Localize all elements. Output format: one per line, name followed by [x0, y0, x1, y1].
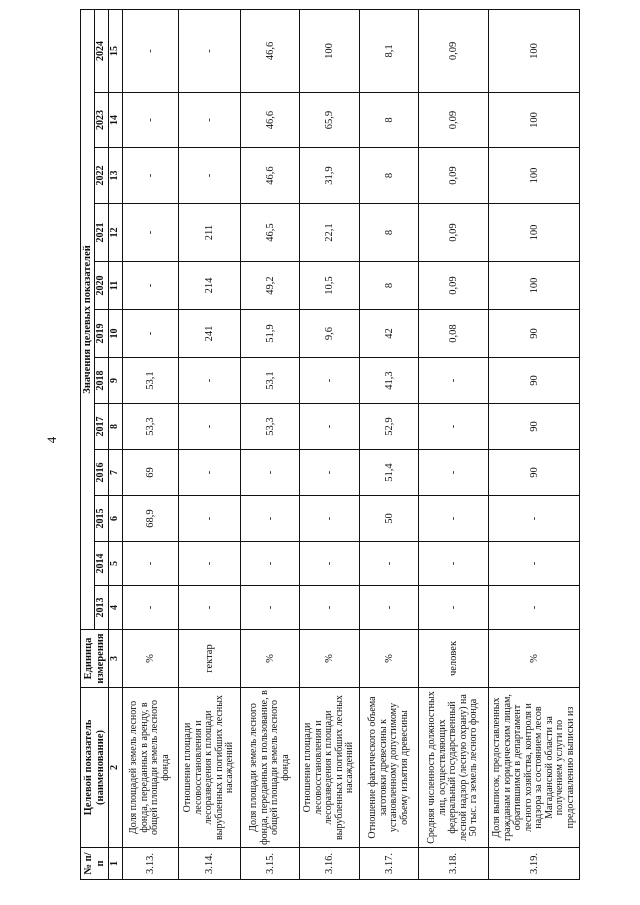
index-row: [109, 9, 123, 879]
value-cell: 90: [489, 450, 580, 496]
indicator-name: Отношение площади лесовосстановления и лесоразведения к площади вырубленных и погибших лесных насаждений: [299, 688, 359, 848]
table-row: [360, 9, 418, 879]
value-cell: 46,5: [241, 204, 299, 262]
unit-cell: %: [122, 630, 178, 688]
value-cell: -: [418, 542, 489, 586]
value-cell: 46,6: [241, 93, 299, 148]
value-cell: 8,1: [360, 9, 418, 92]
header-number: № п/п: [81, 848, 109, 880]
value-cell: 8: [360, 148, 418, 204]
value-cell: -: [178, 542, 240, 586]
value-cell: -: [241, 450, 299, 496]
value-cell: 100: [489, 148, 580, 204]
value-cell: 46,6: [241, 9, 299, 92]
table-body: [122, 9, 579, 879]
column-index-cell: 15: [109, 9, 123, 92]
value-cell: -: [489, 496, 580, 542]
value-cell: -: [418, 404, 489, 450]
value-cell: 0,09: [418, 148, 489, 204]
row-number: 3.17.: [360, 848, 418, 880]
column-index-cell: 1: [109, 848, 123, 880]
value-cell: 0,09: [418, 262, 489, 310]
value-cell: 0,08: [418, 310, 489, 358]
value-cell: -: [122, 9, 178, 92]
value-cell: 49,2: [241, 262, 299, 310]
indicator-name: Доля площадей земель лесного фонда, переданных в аренду, в общей площади земель лесного фонда: [122, 688, 178, 848]
value-cell: -: [360, 586, 418, 630]
value-cell: 100: [299, 9, 359, 92]
value-cell: 0,09: [418, 204, 489, 262]
year-header-2016: 2016: [95, 450, 109, 496]
table-row: [299, 9, 359, 879]
value-cell: -: [299, 542, 359, 586]
header-values: Значения целевых показателей: [81, 9, 95, 629]
value-cell: 22,1: [299, 204, 359, 262]
row-number: 3.18.: [418, 848, 489, 880]
unit-cell: %: [489, 630, 580, 688]
value-cell: 90: [489, 358, 580, 404]
table-row: [418, 9, 489, 879]
unit-cell: %: [299, 630, 359, 688]
value-cell: 46,6: [241, 148, 299, 204]
value-cell: 53,1: [241, 358, 299, 404]
value-cell: 69: [122, 450, 178, 496]
column-index-cell: 3: [109, 630, 123, 688]
column-index-cell: 4: [109, 586, 123, 630]
value-cell: 100: [489, 93, 580, 148]
value-cell: -: [241, 496, 299, 542]
unit-cell: гектар: [178, 630, 240, 688]
target-indicators-table: [80, 9, 580, 880]
column-index-cell: 10: [109, 310, 123, 358]
table-row: [489, 9, 580, 879]
value-cell: 53,3: [241, 404, 299, 450]
table-row: [241, 9, 299, 879]
value-cell: 65,9: [299, 93, 359, 148]
year-header-2015: 2015: [95, 496, 109, 542]
column-index-cell: 2: [109, 688, 123, 848]
value-cell: 51,9: [241, 310, 299, 358]
value-cell: -: [122, 148, 178, 204]
value-cell: -: [489, 542, 580, 586]
value-cell: 100: [489, 9, 580, 92]
value-cell: -: [299, 496, 359, 542]
year-header-2014: 2014: [95, 542, 109, 586]
value-cell: -: [299, 404, 359, 450]
table-row: [178, 9, 240, 879]
value-cell: -: [178, 404, 240, 450]
year-header-2018: 2018: [95, 358, 109, 404]
value-cell: 214: [178, 262, 240, 310]
value-cell: -: [122, 93, 178, 148]
value-cell: -: [489, 586, 580, 630]
column-index-cell: 13: [109, 148, 123, 204]
value-cell: 31,9: [299, 148, 359, 204]
value-cell: -: [418, 586, 489, 630]
column-index-cell: 8: [109, 404, 123, 450]
value-cell: -: [360, 542, 418, 586]
value-cell: -: [178, 9, 240, 92]
value-cell: 42: [360, 310, 418, 358]
value-cell: 8: [360, 262, 418, 310]
indicator-name: Доля выписок, предоставленных гражданам и юридическим лицам, обратившимся в департамент лесного хозяйства, контроля и надзора за состоянием лесов Магаданской области за получением услуги по предоставлению выписки из: [489, 688, 580, 848]
value-cell: -: [178, 450, 240, 496]
value-cell: -: [122, 310, 178, 358]
value-cell: -: [299, 358, 359, 404]
value-cell: 53,3: [122, 404, 178, 450]
column-index-cell: 14: [109, 93, 123, 148]
year-header-2022: 2022: [95, 148, 109, 204]
value-cell: -: [241, 542, 299, 586]
value-cell: -: [122, 262, 178, 310]
value-cell: 90: [489, 404, 580, 450]
value-cell: -: [122, 586, 178, 630]
value-cell: 50: [360, 496, 418, 542]
value-cell: 9,6: [299, 310, 359, 358]
value-cell: -: [241, 586, 299, 630]
column-index-cell: 5: [109, 542, 123, 586]
value-cell: -: [122, 542, 178, 586]
year-header-2023: 2023: [95, 93, 109, 148]
indicator-name: Доля площади земель лесного фонда, переданных в пользование, в общей площади земель лесного фонда: [241, 688, 299, 848]
value-cell: 41,3: [360, 358, 418, 404]
value-cell: -: [178, 496, 240, 542]
column-index-cell: 9: [109, 358, 123, 404]
value-cell: 241: [178, 310, 240, 358]
header-indicator-name: Целевой показатель (наименование): [81, 688, 109, 848]
year-header-2024: 2024: [95, 9, 109, 92]
column-index-cell: 6: [109, 496, 123, 542]
row-number: 3.14.: [178, 848, 240, 880]
unit-cell: %: [241, 630, 299, 688]
indicator-name: Отношение площади лесовосстановления и лесоразведения к площади вырубленных и погибших лесных насаждений: [178, 688, 240, 848]
column-index-cell: 12: [109, 204, 123, 262]
value-cell: 53,1: [122, 358, 178, 404]
value-cell: 68,9: [122, 496, 178, 542]
header-unit: Единица измерения: [81, 630, 109, 688]
value-cell: -: [178, 358, 240, 404]
value-cell: 0,09: [418, 93, 489, 148]
value-cell: -: [418, 358, 489, 404]
indicator-name: Отношение фактического объема заготовки древесины к установленному допустимому объему изъятия древесины: [360, 688, 418, 848]
value-cell: -: [299, 450, 359, 496]
unit-cell: %: [360, 630, 418, 688]
rotated-table-container: [80, 10, 580, 880]
value-cell: -: [178, 93, 240, 148]
value-cell: 10,5: [299, 262, 359, 310]
column-index-cell: 7: [109, 450, 123, 496]
value-cell: -: [178, 586, 240, 630]
row-number: 3.16.: [299, 848, 359, 880]
indicator-name: Средняя численность должностных лиц, осуществляющих федеральный государственный лесной надзор (лесную охрану) на 50 тыс. га земель лесного фонда: [418, 688, 489, 848]
value-cell: 8: [360, 93, 418, 148]
value-cell: -: [418, 450, 489, 496]
year-header-2019: 2019: [95, 310, 109, 358]
value-cell: -: [418, 496, 489, 542]
year-header-2017: 2017: [95, 404, 109, 450]
year-header-2013: 2013: [95, 586, 109, 630]
page-number: 4: [44, 436, 59, 444]
value-cell: -: [178, 148, 240, 204]
column-index-cell: 11: [109, 262, 123, 310]
value-cell: 8: [360, 204, 418, 262]
value-cell: 100: [489, 262, 580, 310]
value-cell: 211: [178, 204, 240, 262]
row-number: 3.19.: [489, 848, 580, 880]
value-cell: 90: [489, 310, 580, 358]
row-number: 3.15.: [241, 848, 299, 880]
value-cell: 100: [489, 204, 580, 262]
year-header-2020: 2020: [95, 262, 109, 310]
value-cell: 51,4: [360, 450, 418, 496]
value-cell: 0,09: [418, 9, 489, 92]
unit-cell: человек: [418, 630, 489, 688]
value-cell: -: [122, 204, 178, 262]
year-header-2021: 2021: [95, 204, 109, 262]
row-number: 3.13.: [122, 848, 178, 880]
table-row: [122, 9, 178, 879]
value-cell: 52,9: [360, 404, 418, 450]
value-cell: -: [299, 586, 359, 630]
